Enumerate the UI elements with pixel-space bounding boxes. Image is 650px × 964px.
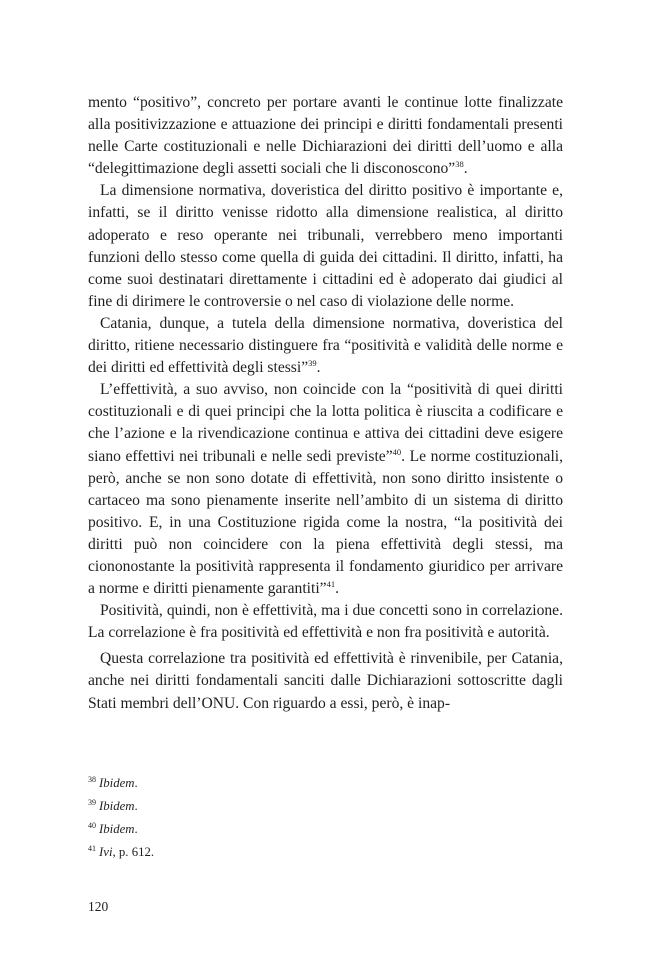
paragraph-6 bbox=[88, 648, 563, 714]
footnote-number: 41 bbox=[88, 844, 96, 853]
footnote-ref-39: 39 bbox=[308, 358, 317, 369]
footnote-reference: Ibidem bbox=[99, 776, 135, 790]
paragraph-2 bbox=[88, 180, 563, 313]
footnote-41 bbox=[88, 841, 563, 864]
paragraph-5-text: Positività, quindi, non è effettività, ma i due concetti sono in correlazione. La correlazione è fra positività ed effettività e non fra positività e autorità. bbox=[88, 602, 563, 642]
paragraph-4-text: L’effettività, a suo avviso, non coincide con la “positività di quei diritti costituzionali e di quei principi che la lotta politica è riuscita a codificare e che l’azione e la rivendicazione continua e attiva dei cittadini deve esigere siano effettivi nei tribunali e nelle sedi previste” bbox=[88, 381, 563, 465]
footnote-rest: , p. 612. bbox=[112, 845, 155, 859]
footnote-40 bbox=[88, 818, 563, 841]
footnote-number: 38 bbox=[88, 775, 96, 784]
footnote-reference: Ibidem bbox=[99, 822, 135, 836]
paragraph-4 bbox=[88, 379, 563, 600]
main-text bbox=[88, 92, 563, 715]
paragraph-3 bbox=[88, 313, 563, 379]
footnote-reference: Ivi bbox=[99, 845, 113, 859]
paragraph-3-tail: . bbox=[316, 359, 321, 377]
footnote-ref-40: 40 bbox=[392, 446, 402, 457]
paragraph-1 bbox=[88, 92, 563, 180]
footnote-39 bbox=[88, 795, 563, 818]
footnote-ref-38: 38 bbox=[455, 159, 464, 170]
footnote-rest: . bbox=[134, 799, 138, 813]
footnote-number: 39 bbox=[88, 798, 96, 807]
paragraph-6-text: Questa correlazione tra positività ed effettività è rinvenibile, per Catania, anche nei diritti fondamentali sanciti dalle Dichiarazioni sottoscritte dagli Stati membri dell’ONU. Con riguardo a essi, però, è inap- bbox=[88, 650, 563, 712]
page-number: 120 bbox=[88, 899, 109, 914]
footnote-number: 40 bbox=[88, 821, 96, 830]
footnote-reference: Ibidem bbox=[99, 799, 135, 813]
paragraph-5 bbox=[88, 600, 563, 644]
paragraph-4-tail: . bbox=[335, 580, 339, 598]
footnote-ref-41: 41 bbox=[326, 579, 336, 590]
paragraph-1-text: mento “positivo”, concreto per portare avanti le continue lotte finalizzate alla positivizzazione e attuazione dei principi e diritti fondamentali presenti nelle Carte costituzionali e nelle Dichiarazioni dei diritti dell’uomo e alla “delegittimazione degli assetti sociali che li disconoscono” bbox=[88, 94, 563, 178]
paragraph-2-text: La dimensione normativa, doveristica del diritto positivo è importante e, infatti, se il diritto venisse ridotto alla dimensione realistica, al diritto adoperato e reso operante nei tribunali, verrebbero meno importanti funzioni dello stesso come quella di guida dei cittadini. Il diritto, infatti, ha come suoi destinatari direttamente i cittadini ed è adoperato dai giudici al fine di dirimere le controversie o nel caso di violazione delle norme. bbox=[88, 182, 563, 310]
footnote-rest: . bbox=[134, 776, 138, 790]
paragraph-1-tail: . bbox=[463, 160, 468, 178]
paragraph-4-middle: . Le norme costituzionali, però, anche se non sono dotate di effettività, non sono diritto insistente o cartaceo ma sono pienamente inserite nell’ambito di un sistema di diritto positivo. E, in una Costituzione rigida come la nostra, “la positività dei diritti può non coincidere con la piena effettività degli stessi, ma ciononostante la positività rappresenta il fondamento giuridico per arrivare a norme e diritti pienamente garantiti” bbox=[88, 447, 564, 598]
footnote-rest: . bbox=[134, 822, 138, 836]
paragraph-3-text: Catania, dunque, a tutela della dimensione normativa, doveristica del diritto, ritiene necessario distinguere fra “positività e validità delle norme e dei diritti ed effettività degli stessi” bbox=[88, 314, 563, 377]
footnote-38 bbox=[88, 772, 563, 795]
footnotes bbox=[88, 772, 563, 864]
